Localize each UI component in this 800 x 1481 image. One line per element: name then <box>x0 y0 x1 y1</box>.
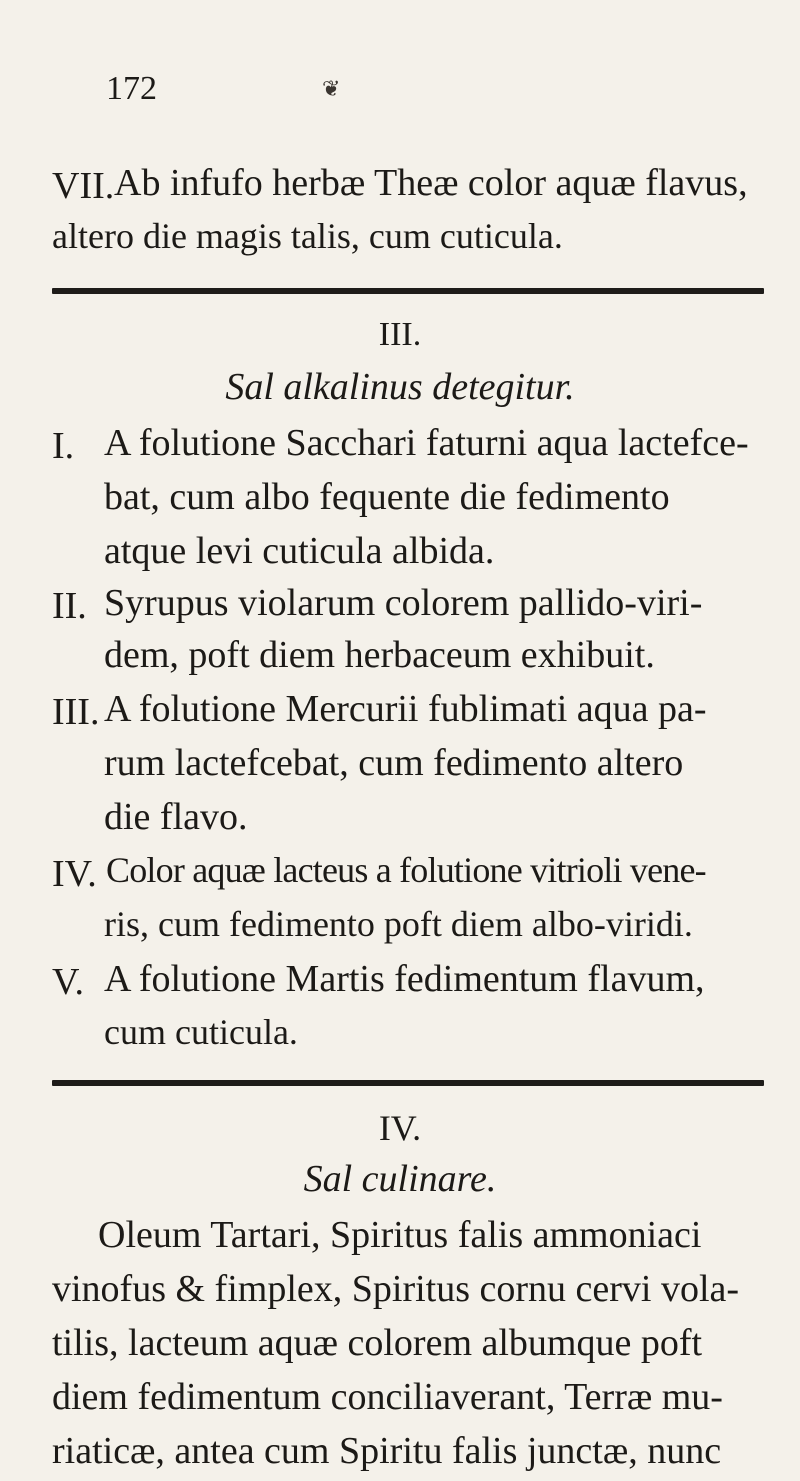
page-number: 172 <box>106 70 157 107</box>
paragraph-line: vinofus & fimplex, Spiritus cornu cervi vola- <box>52 1268 740 1310</box>
text-line: rum lactefcebat, cum fedimento altero <box>104 742 684 784</box>
section-heading: III. <box>378 316 422 353</box>
item-numeral: IV. <box>52 853 97 895</box>
item-numeral: I. <box>52 425 75 467</box>
paragraph-line: diem fedimentum conciliaverant, Terræ mu- <box>52 1376 723 1418</box>
section-subtitle: Sal culinare. <box>303 1158 497 1200</box>
text-line: ris, cum fedimento poft diem albo-viridi. <box>104 904 693 944</box>
text-line: cum cuticula. <box>104 1012 298 1052</box>
text-line: A folutione Mercurii fublimati aqua pa- <box>104 688 707 730</box>
text-line: A folutione Sacchari faturni aqua lactefce- <box>104 422 749 464</box>
section-subtitle: Sal alkalinus detegitur. <box>225 366 575 408</box>
item-numeral: II. <box>52 585 87 627</box>
text-line: atque levi cuticula albida. <box>104 530 495 572</box>
section-vii-numeral: VII. <box>52 165 115 207</box>
item-numeral: V. <box>52 961 85 1003</box>
text-line: dem, poft diem herbaceum exhibuit. <box>104 634 655 676</box>
paragraph-line: Oleum Tartari, Spiritus falis ammoniaci <box>98 1214 702 1256</box>
section-divider <box>52 288 764 294</box>
text-line: Syrupus violarum colorem pallido-viri- <box>104 582 703 624</box>
text-line: Ab infufo herbæ Theæ color aquæ flavus, <box>114 162 748 204</box>
paragraph-line: tilis, lacteum aquæ colorem albumque poft <box>52 1322 703 1364</box>
item-numeral: III. <box>52 691 100 733</box>
ornament-icon: ❦ <box>322 76 341 101</box>
section-heading: IV. <box>378 1108 422 1148</box>
section-divider <box>52 1080 764 1086</box>
text-line: bat, cum albo fequente die fedimento <box>104 476 670 518</box>
text-line: die flavo. <box>104 796 248 838</box>
text-line: A folutione Martis fedimentum flavum, <box>104 958 705 1000</box>
paragraph-line: riaticæ, antea cum Spiritu falis junctæ, nunc <box>52 1430 722 1472</box>
text-line: altero die magis talis, cum cuticula. <box>52 216 563 256</box>
text-line: Color aquæ lacteus a folutione vitrioli vene- <box>106 850 706 890</box>
